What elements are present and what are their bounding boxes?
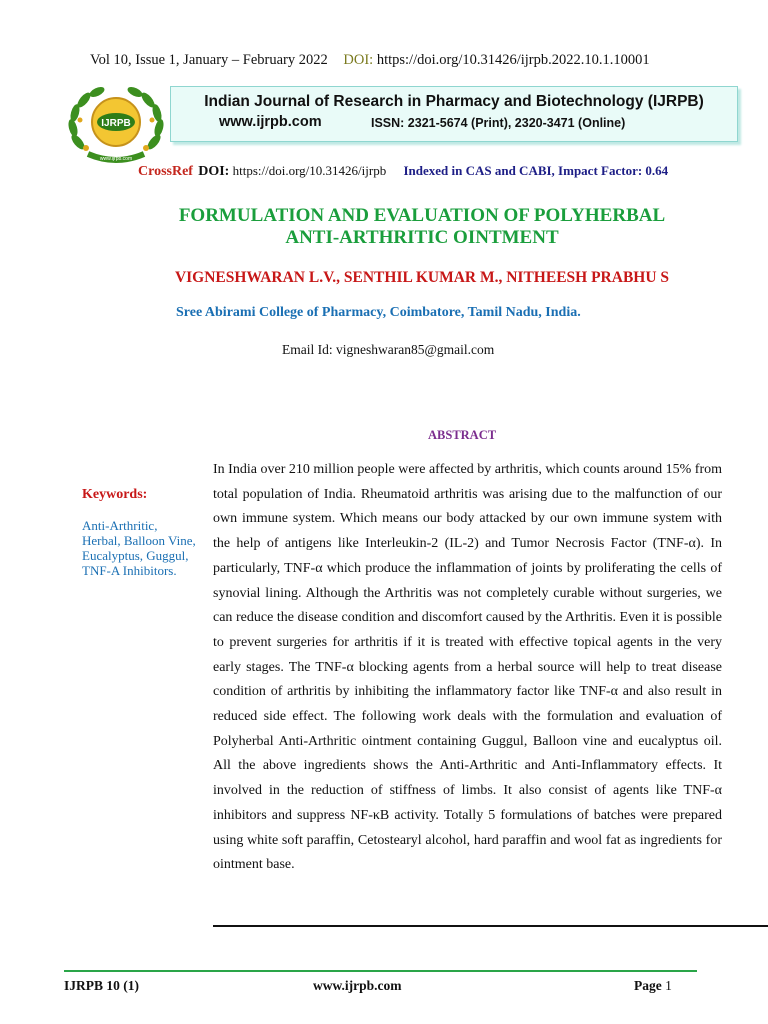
- crossref-doi-link[interactable]: https://doi.org/10.31426/ijrpb: [232, 163, 387, 178]
- journal-issn: ISSN: 2321-5674 (Print), 2320-3471 (Online): [371, 116, 626, 130]
- logo-text: IJRPB: [101, 118, 131, 129]
- page-number-value: 1: [665, 978, 672, 993]
- abstract-heading: ABSTRACT: [428, 428, 497, 442]
- article-title-line-1: FORMULATION AND EVALUATION OF POLYHERBAL: [178, 205, 666, 226]
- doi-label: DOI:: [343, 52, 374, 68]
- logo-subtext: www.ijrpb.com: [99, 156, 133, 162]
- volume-issue: Vol 10, Issue 1, January – February 2022: [90, 52, 328, 68]
- abstract-body: In India over 210 million people were affected by arthritis, which counts around 15% from total population of India. Rheumatoid arthritis was arising due to the malfunction of our own immune system. Which means our body attacked by our own immune system with the help of antigens like Interleukin-2 (IL-2) and Tumor Necrosis Factor (TNF-α). In particularly, TNF-α which produce the inflammation of joints by proliferating the cells of synovial lining. Although the Arthritis was not completely curable without surgeries, we can reduce the disease condition and discomfort caused by the Arthritis. Even it is possible to prevent surgeries for arthritis if it is treated with effective topical agents in the very early stages. The TNF-α blocking agents from a herbal source will help to treat disease condition of arthritis by inhibiting the inflammatory factor like TNF-α and also result in reduced side effect. The following work deals with the formulation and evaluation of Polyherbal Anti-Arthritic ointment containing Guggul, Balloon vine and eucalyptus oil. All the above ingredients shows the Anti-Arthritic and Anti-Inflammatory effects. It involved in the reduction of stiffness of limbs. It also consist of agents like TNF-α inhibitors and suppress NF-κB activity. Totally 5 formulations of batches were prepared using white soft paraffin, Cetostearyl alcohol, hard paraffin and wool fat as ingredients for ointment base.: [213, 462, 722, 873]
- footer-website[interactable]: www.ijrpb.com: [313, 978, 402, 993]
- issue-line: [90, 52, 650, 69]
- keywords-list: Anti-Arthritic, Herbal, Balloon Vine, Eucalyptus, Guggul, TNF-A Inhibitors.: [82, 518, 196, 578]
- footer-rule: [64, 970, 697, 972]
- index-info: Indexed in CAS and CABI, Impact Factor: 0.64: [403, 163, 669, 178]
- article-title: [0, 205, 768, 249]
- author-email[interactable]: Email Id: vigneshwaran85@gmail.com: [282, 342, 495, 357]
- footer-journal: IJRPB 10 (1): [64, 978, 139, 993]
- journal-website[interactable]: www.ijrpb.com: [219, 114, 322, 130]
- page-number: [634, 978, 672, 994]
- journal-title: Indian Journal of Research in Pharmacy and Biotechnology (IJRPB): [204, 93, 704, 110]
- page-label: Page: [634, 978, 662, 993]
- section-divider: [213, 925, 768, 927]
- authors: VIGNESHWARAN L.V., SENTHIL KUMAR M., NITHEESH PRABHU S: [174, 269, 670, 286]
- crossref-doi-label: DOI:: [198, 164, 230, 179]
- crossref-label: CrossRef: [138, 164, 193, 179]
- journal-banner: [170, 86, 738, 142]
- journal-logo: [64, 84, 168, 166]
- keywords-heading: Keywords:: [82, 487, 148, 502]
- crossref-line: [138, 163, 668, 180]
- affiliation: Sree Abirami College of Pharmacy, Coimbatore, Tamil Nadu, India.: [176, 305, 581, 320]
- doi-link[interactable]: https://doi.org/10.31426/ijrpb.2022.10.1.10001: [376, 52, 650, 68]
- article-title-line-2: ANTI-ARTHRITIC OINTMENT: [285, 227, 559, 248]
